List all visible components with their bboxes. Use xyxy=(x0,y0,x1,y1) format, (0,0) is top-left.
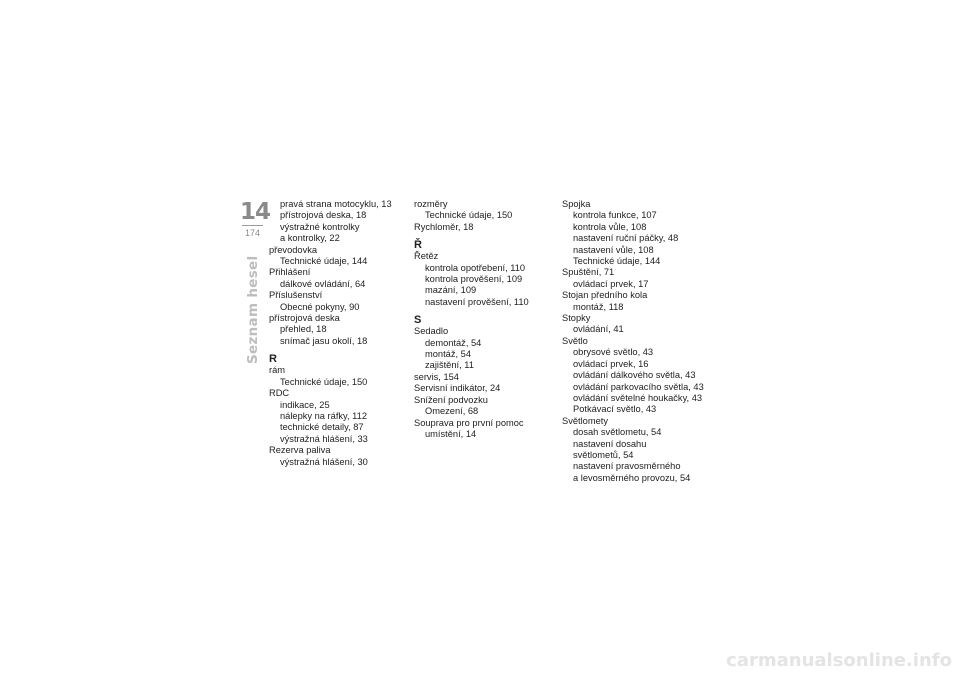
index-subentry: a levosměrného provozu, 54 xyxy=(573,472,691,483)
index-subentry: technické detaily, 87 xyxy=(280,422,364,433)
index-subentry: nastavení vůle, 108 xyxy=(573,244,654,255)
page-number: 174 xyxy=(244,228,261,238)
index-subentry: montáž, 118 xyxy=(573,301,624,312)
index-subentry: nastavení pravosměrného xyxy=(573,461,681,472)
index-subentry: Technické údaje, 150 xyxy=(425,210,513,221)
index-subentry: indikace, 25 xyxy=(280,399,330,410)
index-subentry: Potkávací světlo, 43 xyxy=(573,404,657,415)
index-term: rozměry xyxy=(414,199,448,209)
index-term: Příslušenství xyxy=(269,290,323,301)
index-column-1 xyxy=(269,199,399,468)
index-subentry: montáž, 54 xyxy=(425,349,471,360)
index-subentry: pravá strana motocyklu, 13 xyxy=(280,199,392,209)
index-term: Spuštění, 71 xyxy=(562,267,615,278)
index-subentry: mazání, 109 xyxy=(425,285,477,296)
index-subentry: výstražná hlášení, 33 xyxy=(280,433,368,444)
index-subentry: ovládání světelné houkačky, 43 xyxy=(573,392,703,403)
index-term: Servisní indikátor, 24 xyxy=(414,383,501,394)
index-subentry: výstražné kontrolky xyxy=(280,221,360,232)
index-term: Souprava pro první pomoc xyxy=(414,417,524,428)
index-subentry: dálkové ovládání, 64 xyxy=(280,278,366,289)
index-subentry: nastavení dosahu xyxy=(573,438,647,449)
index-term: Stopky xyxy=(562,313,591,324)
index-subentry: zajištění, 11 xyxy=(425,360,474,371)
index-term: Světlomety xyxy=(562,415,608,426)
index-subentry: nálepky na ráfky, 112 xyxy=(280,410,367,421)
index-subentry: výstražná hlášení, 30 xyxy=(280,456,368,467)
index-term: Řetěz xyxy=(414,251,439,262)
index-term: RDC xyxy=(269,388,290,399)
chapter-divider xyxy=(242,225,263,226)
index-subentry: světlometů, 54 xyxy=(573,449,634,460)
index-term: přístrojová deska xyxy=(269,313,340,324)
index-column-3 xyxy=(562,199,712,484)
index-letter-heading: S xyxy=(414,314,422,327)
index-subentry: kontrola vůle, 108 xyxy=(573,221,647,232)
index-subentry: umístění, 14 xyxy=(425,428,477,439)
chapter-title: Seznam hesel xyxy=(245,255,261,364)
index-subentry: demontáž, 54 xyxy=(425,337,482,348)
index-term: Rezerva paliva xyxy=(269,445,331,456)
index-letter-heading: R xyxy=(269,353,277,366)
index-term: rám xyxy=(269,365,286,376)
index-subentry: ovládací prvek, 16 xyxy=(573,358,649,369)
index-subentry: ovládací prvek, 17 xyxy=(573,278,649,289)
index-subentry: ovládání parkovacího světla, 43 xyxy=(573,381,704,392)
chapter-number: 14 xyxy=(240,199,271,225)
index-subentry: kontrola funkce, 107 xyxy=(573,210,657,221)
index-term: převodovka xyxy=(269,244,318,255)
index-subentry: Obecné pokyny, 90 xyxy=(280,301,360,312)
index-subentry: Technické údaje, 144 xyxy=(573,256,661,267)
index-subentry: přehled, 18 xyxy=(280,324,327,335)
index-subentry: nastavení ruční páčky, 48 xyxy=(573,233,679,244)
index-term: Světlo xyxy=(562,335,588,346)
index-subentry: snímač jasu okolí, 18 xyxy=(280,335,368,346)
index-subentry: obrysové světlo, 43 xyxy=(573,347,654,358)
index-column-2 xyxy=(414,199,549,440)
index-subentry: přístrojová deska, 18 xyxy=(280,210,367,221)
index-subentry: Technické údaje, 144 xyxy=(280,256,368,267)
index-subentry: ovládání dálkového světla, 43 xyxy=(573,370,696,381)
index-letter-heading: Ř xyxy=(414,239,422,252)
chapter-tab xyxy=(240,199,271,239)
index-subentry: dosah světlometu, 54 xyxy=(573,427,662,438)
index-term: Snížení podvozku xyxy=(414,394,488,405)
index-subentry: nastavení prověšení, 110 xyxy=(425,296,529,307)
index-term: Spojka xyxy=(562,199,591,209)
index-subentry: kontrola prověšení, 109 xyxy=(425,274,523,285)
index-subentry: Omezení, 68 xyxy=(425,406,479,417)
index-term: Přihlášení xyxy=(269,267,311,278)
index-term: Stojan předního kola xyxy=(562,290,648,301)
index-subentry: Technické údaje, 150 xyxy=(280,376,368,387)
index-term: Rychloměr, 18 xyxy=(414,221,474,232)
index-subentry: kontrola opotřebení, 110 xyxy=(425,262,526,273)
watermark: carmanualsonline.info xyxy=(726,650,952,671)
index-subentry: ovládání, 41 xyxy=(573,324,624,335)
index-term: Sedadlo xyxy=(414,326,449,337)
index-term: servis, 154 xyxy=(414,371,459,382)
index-subentry: a kontrolky, 22 xyxy=(280,233,340,244)
